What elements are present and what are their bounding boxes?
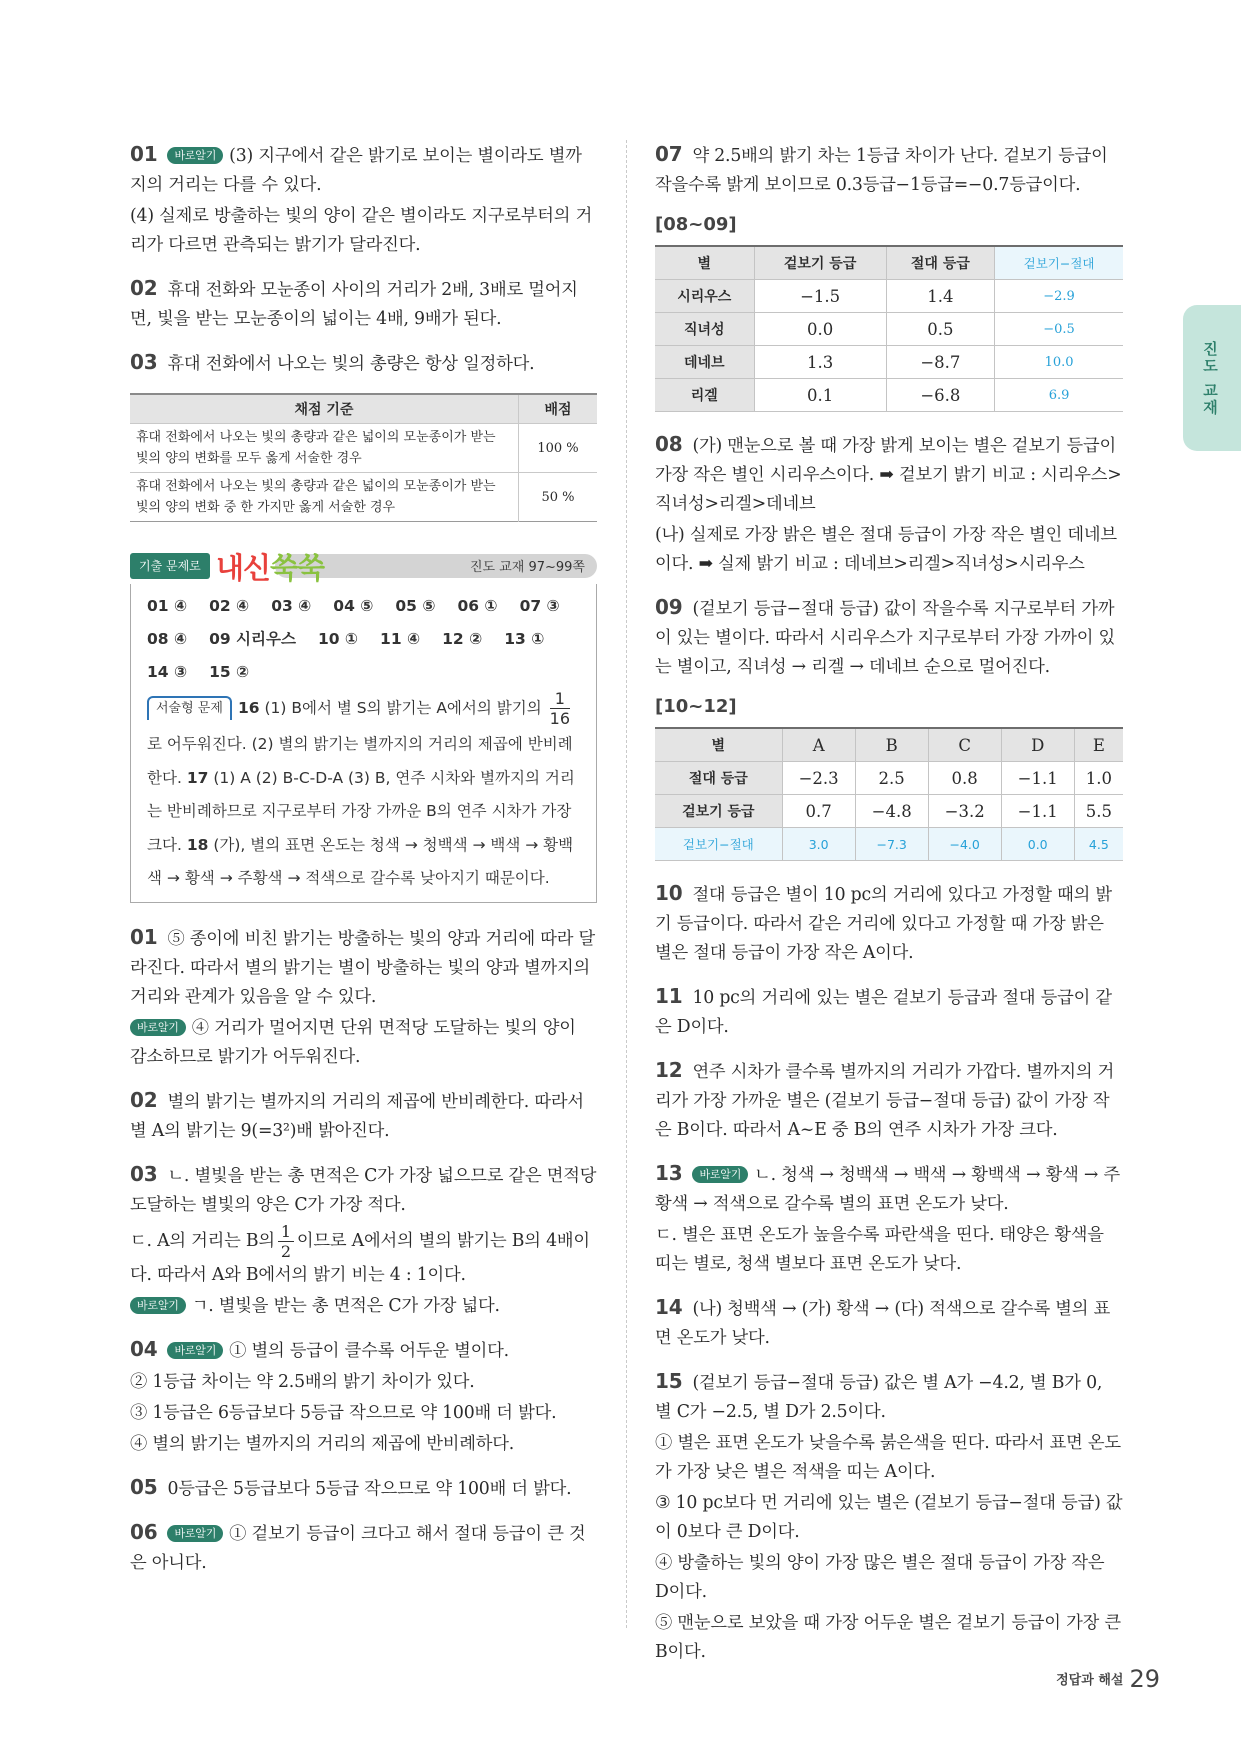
essay-text: (1) B에서 별 S의 밝기는 A에서의 밝기의 — [264, 699, 542, 717]
exam-section-header — [130, 550, 597, 584]
table-row — [655, 828, 1123, 861]
table-cell: 1.4 — [886, 280, 994, 313]
exam-item-01 — [130, 923, 597, 1012]
table-cell: 직녀성 — [655, 313, 754, 346]
table-cell: 0.7 — [782, 795, 855, 828]
exam-item-15-line — [655, 1489, 1123, 1547]
item-number: 13 — [655, 1161, 683, 1185]
item-text: 휴대 전화에서 나오는 빛의 총량은 항상 일정하다. — [167, 354, 535, 374]
exam-item-15-line — [655, 1609, 1123, 1667]
grading-row — [130, 424, 597, 473]
essay-tag: 서술형 문제 — [147, 696, 232, 720]
item-number: 10 — [655, 881, 683, 905]
question-number: 16 — [237, 699, 260, 717]
item-number: 12 — [655, 1058, 683, 1082]
table-cell: 데네브 — [655, 346, 754, 379]
answer-item-01 — [130, 140, 597, 200]
item-text: ③ 1등급은 6등급보다 5등급 작으므로 약 100배 더 밝다. — [130, 1402, 557, 1423]
correction-badge: 바로알기 — [130, 1297, 186, 1314]
answer: 04 ⑤ — [333, 597, 374, 615]
item-number: 07 — [655, 142, 683, 166]
essay-text: (1) A (2) B-C-D-A (3) B, 연주 시차와 별까지의 거리는 반비례하므로 지구로부터 가장 가까운 B의 연주 시차가 가장 크다. — [147, 768, 575, 854]
item-number: 03 — [130, 1161, 158, 1186]
exam-tag: 기출 문제로 — [130, 553, 210, 579]
fraction — [550, 689, 570, 728]
item-text: 이므로 A에서의 별의 밝기는 B의 4배이다. 따라서 A와 B에서의 밝기 비는 4 : 1이다. — [130, 1230, 590, 1285]
correction-badge: 바로알기 — [130, 1019, 186, 1036]
correction-badge: 바로알기 — [167, 147, 223, 164]
left-column — [130, 140, 597, 1592]
exam-item-12 — [655, 1056, 1123, 1145]
item-number: 06 — [130, 1519, 158, 1544]
question-number: 18 — [186, 835, 209, 854]
answer: 07 ③ — [519, 597, 560, 615]
answer-row — [147, 656, 582, 689]
exam-item-05 — [130, 1473, 597, 1504]
exam-item-04-line — [130, 1430, 597, 1459]
exam-item-08 — [655, 430, 1123, 519]
column-header: E — [1074, 728, 1123, 762]
column-header: A — [782, 728, 855, 762]
item-text: 별의 밝기는 별까지의 거리의 제곱에 반비례한다. 따라서 별 A의 밝기는 9(=3²)배 밝아진다. — [130, 1091, 584, 1141]
essay-answers — [147, 689, 582, 896]
column-header: D — [1001, 728, 1074, 762]
star-magnitude-table-2 — [655, 727, 1123, 861]
table-cell: 1.0 — [1074, 762, 1123, 795]
item-text: (가) 맨눈으로 볼 때 가장 밝게 보이는 별은 겉보기 등급이 가장 작은 별인 시리우스이다. ➡ 겉보기 밝기 비교 : 시리우스>직녀성>리겔>데네브 — [655, 436, 1122, 514]
table-cell: −1.1 — [1001, 795, 1074, 828]
item-text: (4) 실제로 방출하는 빛의 양이 같은 별이라도 지구로부터의 거리가 다르면 관측되는 밝기가 달라진다. — [130, 206, 593, 255]
table-cell: −1.1 — [1001, 762, 1074, 795]
answer: 13 ① — [504, 630, 545, 648]
textbook-page-reference: 진도 교재 97~99쪽 — [469, 560, 585, 575]
grading-row — [130, 473, 597, 522]
item-text: ㄱ. 별빛을 받는 총 면적은 C가 가장 넓다. — [191, 1295, 500, 1316]
item-number: 11 — [655, 984, 683, 1008]
item-number: 09 — [655, 595, 683, 619]
answer: 14 ③ — [147, 663, 188, 681]
answer-item-01-line2 — [130, 202, 597, 260]
item-number: 04 — [130, 1336, 158, 1361]
table-cell: 3.0 — [782, 828, 855, 861]
column-header: B — [855, 728, 928, 762]
exam-logo — [216, 546, 324, 587]
correction-badge: 바로알기 — [167, 1525, 223, 1542]
table-cell: 1.3 — [754, 346, 886, 379]
item-text: ① 별은 표면 온도가 낮을수록 붉은색을 띤다. 따라서 표면 온도가 가장 낮은 별은 적색을 띠는 A이다. — [655, 1433, 1121, 1482]
table-row — [655, 280, 1123, 313]
right-column — [655, 140, 1123, 1681]
table-cell: −7.3 — [855, 828, 928, 861]
item-text: ㄷ. A의 거리는 B의 — [130, 1230, 275, 1251]
exam-answer-box — [130, 584, 597, 903]
table-row — [655, 346, 1123, 379]
essay-text: 로 어두워진다. (2) 별의 밝기는 별까지의 거리의 제곱에 반비례한다. — [147, 735, 573, 787]
row-header: 절대 등급 — [655, 762, 782, 795]
item-number: 03 — [130, 350, 158, 374]
table-cell: 리겔 — [655, 379, 754, 412]
item-text: ㄷ. 별은 표면 온도가 높을수록 파란색을 띤다. 태양은 황색을 띠는 별로, 청색 별보다 표면 온도가 낮다. — [655, 1225, 1104, 1274]
exam-item-11 — [655, 982, 1123, 1042]
table-cell: −1.5 — [754, 280, 886, 313]
answer-row — [147, 623, 582, 656]
exam-item-04-line — [130, 1399, 597, 1428]
question-group-label: [08~09] — [655, 214, 737, 235]
answer-row — [147, 590, 582, 623]
item-text: (겉보기 등급−절대 등급) 값은 별 A가 −4.2, 별 B가 0, 별 C가 −2.5, 별 D가 2.5이다. — [655, 1373, 1103, 1422]
answer: 06 ① — [457, 597, 498, 615]
footer-label: 정답과 해설 — [1056, 1673, 1124, 1688]
table-row — [655, 313, 1123, 346]
table-cell: −0.5 — [995, 313, 1123, 346]
exam-item-09 — [655, 593, 1123, 682]
item-number: 14 — [655, 1295, 683, 1319]
grading-points: 100 % — [519, 424, 598, 473]
essay-text: (가), 별의 표면 온도는 청색 → 청백색 → 백색 → 황백색 → 황색 → 주황색 → 적색으로 갈수록 낮아지기 때문이다. — [147, 835, 574, 887]
table-cell: −8.7 — [886, 346, 994, 379]
exam-item-03-c — [130, 1222, 597, 1290]
question-number: 17 — [186, 768, 209, 787]
table-cell: 0.0 — [754, 313, 886, 346]
exam-item-15 — [655, 1367, 1123, 1427]
row-header: 겉보기−절대 — [655, 828, 782, 861]
page-number: 29 — [1129, 1665, 1160, 1693]
exam-item-13-c — [655, 1221, 1123, 1279]
table-cell: 4.5 — [1074, 828, 1123, 861]
item-text: ④ 방출하는 빛의 양이 가장 많은 별은 절대 등급이 가장 작은 D이다. — [655, 1553, 1105, 1602]
table-cell: 0.0 — [1001, 828, 1074, 861]
answer: 01 ④ — [147, 597, 188, 615]
table-cell: 시리우스 — [655, 280, 754, 313]
table-cell: 6.9 — [995, 379, 1123, 412]
table-cell: −6.8 — [886, 379, 994, 412]
item-text: ① 겉보기 등급이 크다고 해서 절대 등급이 큰 것은 아니다. — [130, 1523, 586, 1573]
item-text: (겉보기 등급−절대 등급) 값이 작을수록 지구로부터 가까이 있는 별이다. 따라서 시리우스가 지구로부터 가장 가까이 있는 별이고, 직녀성 → 리겔 → 데네브 순으로 멀어진다. — [655, 599, 1115, 677]
answer: 02 ④ — [209, 597, 250, 615]
exam-item-07 — [655, 140, 1123, 200]
grading-header-points: 배점 — [519, 394, 598, 424]
answer: 08 ④ — [147, 630, 188, 648]
item-text: (나) 실제로 가장 밝은 별은 절대 등급이 가장 작은 별인 데네브이다. ➡ 실제 밝기 비교 : 데네브>리겔>직녀성>시리우스 — [655, 525, 1117, 574]
item-number: 08 — [655, 432, 683, 456]
item-text: ⑤ 종이에 비친 밝기는 방출하는 빛의 양과 거리에 따라 달라진다. 따라서 별의 밝기는 별이 방출하는 빛의 양과 별까지의 거리와 관계가 있음을 알 수 있다. — [130, 928, 596, 1007]
item-text: 휴대 전화와 모눈종이 사이의 거리가 2배, 3배로 멀어지면, 빛을 받는 모눈종이의 넓이는 4배, 9배가 된다. — [130, 280, 578, 329]
item-number: 15 — [655, 1369, 683, 1393]
column-header: 겉보기−절대 — [995, 246, 1123, 280]
grading-header-criteria: 채점 기준 — [130, 394, 519, 424]
column-header: C — [928, 728, 1001, 762]
table-row — [655, 762, 1123, 795]
table-cell: −4.0 — [928, 828, 1001, 861]
star-magnitude-table-1 — [655, 245, 1123, 412]
item-text: (3) 지구에서 같은 밝기로 보이는 별이라도 별까지의 거리는 다를 수 있다. — [130, 146, 582, 195]
item-text: ① 별의 등급이 클수록 어두운 별이다. — [229, 1340, 509, 1361]
item-text: 절대 등급은 별이 10 pc의 거리에 있다고 가정할 때의 밝기 등급이다. 따라서 같은 거리에 있다고 가정할 때 가장 밝은 별은 절대 등급이 가장 작은 A이다. — [655, 885, 1112, 963]
fraction-numerator: 1 — [550, 689, 570, 709]
item-number: 01 — [130, 142, 158, 166]
logo-part: 내신 — [216, 551, 271, 585]
item-text: ③ 10 pc보다 먼 거리에 있는 별은 (겉보기 등급−절대 등급) 값이 0보다 큰 D이다. — [655, 1493, 1123, 1542]
answer: 12 ② — [442, 630, 483, 648]
table-cell: −3.2 — [928, 795, 1001, 828]
table-cell: −2.3 — [782, 762, 855, 795]
answer-item-02 — [130, 274, 597, 334]
item-text: ④ 별의 밝기는 별까지의 거리의 제곱에 반비례하다. — [130, 1433, 515, 1454]
exam-item-10 — [655, 879, 1123, 968]
item-text: 0등급은 5등급보다 5등급 작으므로 약 100배 더 밝다. — [167, 1478, 572, 1499]
answer: 03 ④ — [271, 597, 312, 615]
column-header: 별 — [655, 246, 754, 280]
column-divider — [626, 140, 627, 1628]
table-cell: 0.5 — [886, 313, 994, 346]
fraction — [278, 1222, 294, 1261]
item-number: 05 — [130, 1474, 158, 1499]
correction-badge: 바로알기 — [692, 1166, 748, 1183]
exam-item-03-correction — [130, 1292, 597, 1321]
table-cell: 0.1 — [754, 379, 886, 412]
item-text: 약 2.5배의 밝기 차는 1등급 차이가 난다. 겉보기 등급이 작을수록 밝게 보이므로 0.3등급−1등급=−0.7등급이다. — [655, 146, 1108, 195]
table-cell: 2.5 — [855, 762, 928, 795]
answer: 11 ④ — [380, 630, 421, 648]
fraction-numerator: 1 — [278, 1222, 294, 1242]
grading-points: 50 % — [519, 473, 598, 522]
exam-item-04 — [130, 1335, 597, 1366]
item-text: ㄴ. 청색 → 청백색 → 백색 → 황백색 → 황색 → 주황색 → 적색으로 갈수록 별의 표면 온도가 낮다. — [655, 1165, 1120, 1214]
table-row — [655, 795, 1123, 828]
exam-item-14 — [655, 1293, 1123, 1353]
item-number: 02 — [130, 1087, 158, 1112]
answer-item-03 — [130, 348, 597, 379]
column-header: 절대 등급 — [886, 246, 994, 280]
exam-item-03 — [130, 1160, 597, 1220]
item-number: 02 — [130, 276, 158, 300]
item-text: ⑤ 맨눈으로 보았을 때 가장 어두운 별은 겉보기 등급이 가장 큰 B이다. — [655, 1613, 1121, 1662]
item-text: ② 1등급 차이는 약 2.5배의 밝기 차이가 있다. — [130, 1371, 475, 1392]
exam-item-13 — [655, 1159, 1123, 1219]
table-cell: 10.0 — [995, 346, 1123, 379]
column-header: 겉보기 등급 — [754, 246, 886, 280]
question-group-label: [10~12] — [655, 696, 737, 717]
exam-item-15-line — [655, 1549, 1123, 1607]
item-text: ㄴ. 별빛을 받는 총 면적은 C가 가장 넓으므로 같은 면적당 도달하는 별빛의 양은 C가 가장 적다. — [130, 1165, 597, 1215]
table-cell: 5.5 — [1074, 795, 1123, 828]
item-text: (나) 청백색 → (가) 황색 → (다) 적색으로 갈수록 별의 표면 온도가 낮다. — [655, 1299, 1111, 1348]
table-cell: −4.8 — [855, 795, 928, 828]
table-cell: −2.9 — [995, 280, 1123, 313]
table-cell: 0.8 — [928, 762, 1001, 795]
side-tab-label: 진도 교재 — [1201, 341, 1219, 417]
answer: 09 시리우스 — [209, 630, 296, 648]
answer: 05 ⑤ — [395, 597, 436, 615]
grading-criteria: 휴대 전화에서 나오는 빛의 총량과 같은 넓이의 모눈종이가 받는 빛의 양의 변화를 모두 옳게 서술한 경우 — [130, 424, 519, 473]
row-header: 겉보기 등급 — [655, 795, 782, 828]
item-text: 연주 시차가 클수록 별까지의 거리가 가깝다. 별까지의 거리가 가장 가까운 별은 (겉보기 등급−절대 등급) 값이 가장 작은 B이다. 따라서 A~E 중 B의 연주 시차가 가장 크다. — [655, 1062, 1115, 1140]
table-row — [655, 379, 1123, 412]
answer: 15 ② — [209, 663, 250, 681]
page-footer — [1056, 1665, 1160, 1693]
item-text: 10 pc의 거리에 있는 별은 겉보기 등급과 절대 등급이 같은 D이다. — [655, 988, 1112, 1037]
grading-criteria: 휴대 전화에서 나오는 빛의 총량과 같은 넓이의 모눈종이가 받는 빛의 양의 변화 중 한 가지만 옳게 서술한 경우 — [130, 473, 519, 522]
exam-item-08-b — [655, 521, 1123, 579]
logo-part: 쑥쑥 — [270, 551, 325, 585]
correction-badge: 바로알기 — [167, 1342, 223, 1359]
answer: 10 ① — [317, 630, 359, 648]
fraction-denominator: 2 — [280, 1241, 291, 1261]
column-header: 별 — [655, 728, 782, 762]
exam-item-04-line — [130, 1368, 597, 1397]
fraction-denominator: 16 — [549, 709, 570, 728]
item-text: ④ 거리가 멀어지면 단위 면적당 도달하는 빛의 양이 감소하므로 밝기가 어두워진다. — [130, 1017, 576, 1067]
exam-item-02 — [130, 1086, 597, 1146]
item-number: 01 — [130, 924, 158, 949]
chapter-side-tab — [1183, 305, 1241, 451]
exam-item-15-line — [655, 1429, 1123, 1487]
exam-item-01-correction — [130, 1014, 597, 1072]
exam-item-06 — [130, 1518, 597, 1578]
grading-table — [130, 393, 597, 522]
